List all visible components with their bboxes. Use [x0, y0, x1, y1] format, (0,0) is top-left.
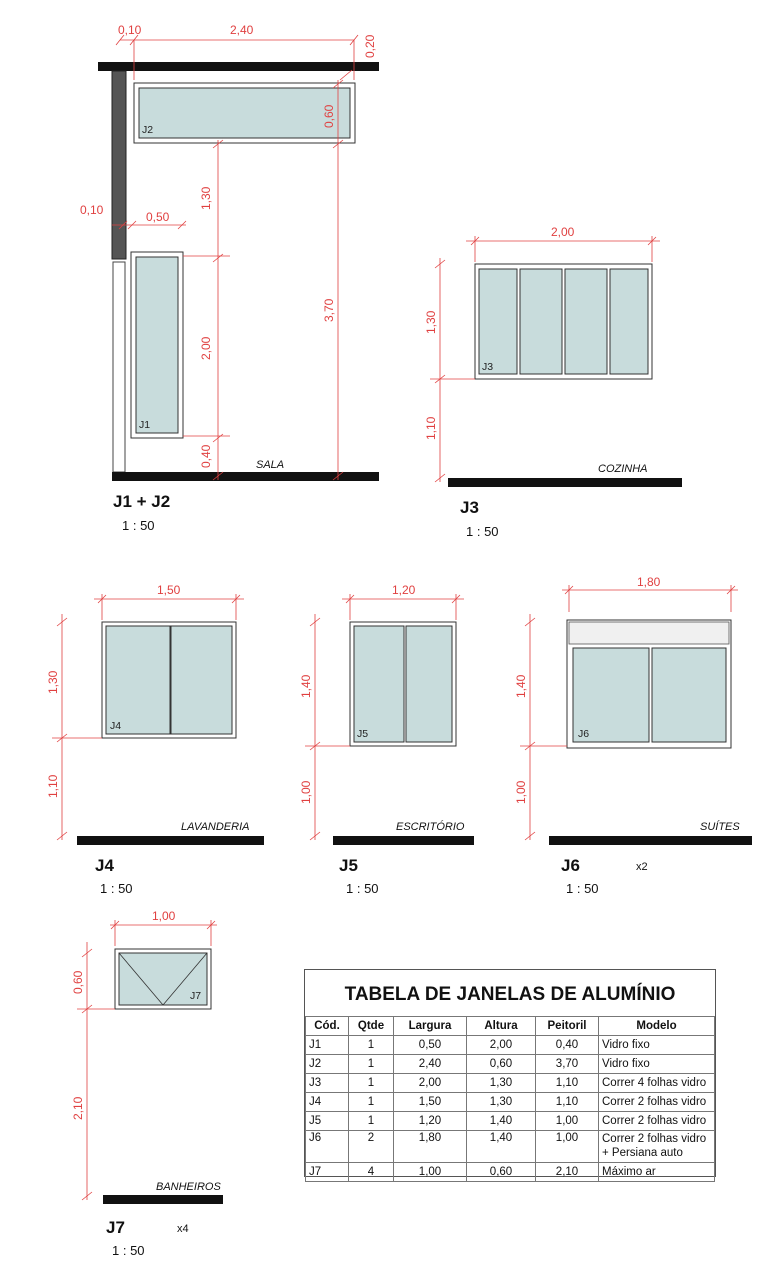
j6-scale: 1 : 50: [566, 881, 599, 896]
escritorio-floor: [333, 836, 474, 845]
header-qtde: Qtde: [349, 1017, 394, 1036]
j1-j2-title: J1 + J2: [113, 492, 171, 511]
table-row: [306, 1112, 715, 1131]
j4-scale: 1 : 50: [100, 881, 133, 896]
j2-top-slab: [98, 62, 379, 71]
lavanderia-room-label: LAVANDERIA: [181, 821, 250, 833]
header-peitoril: Peitoril: [536, 1017, 599, 1036]
header-altura: Altura: [467, 1017, 536, 1036]
cozinha-floor: [448, 478, 682, 487]
j2-label: J2: [142, 124, 154, 136]
dim-0-60: 0,60: [322, 104, 336, 128]
table-row: [306, 1036, 715, 1055]
dim-3-70: 3,70: [322, 298, 336, 322]
cell-modelo: Correr 2 folhas vidro + Persiana auto: [599, 1131, 715, 1163]
cell-qtde: 1: [349, 1093, 394, 1112]
cell-qtde: 4: [349, 1163, 394, 1182]
cell-modelo: Máximo ar: [599, 1163, 715, 1182]
table-row: [306, 1093, 715, 1112]
j5-panel-2: [406, 626, 452, 742]
j1-glass: [136, 257, 178, 433]
j3-label: J3: [482, 361, 494, 373]
cell-cod: J3: [306, 1074, 349, 1093]
j7-quantity: x4: [177, 1223, 189, 1235]
j6-quantity: x2: [636, 861, 648, 873]
cell-peitoril: 1,00: [536, 1112, 599, 1131]
dim-0-20: 0,20: [363, 34, 377, 58]
j3-panel-1: [479, 269, 517, 374]
cell-largura: 2,00: [394, 1074, 467, 1093]
j3-panel-2: [520, 269, 562, 374]
j3-width-dim: 2,00: [551, 225, 575, 239]
cell-qtde: 2: [349, 1131, 394, 1163]
table-title: TABELA DE JANELAS DE ALUMÍNIO: [344, 984, 676, 1005]
sala-room-label: SALA: [256, 459, 285, 471]
j5-title: J5: [339, 856, 358, 875]
j4-label: J4: [110, 720, 122, 732]
cell-modelo: Vidro fixo: [599, 1036, 715, 1055]
table-header-row: [306, 1017, 715, 1036]
cell-qtde: 1: [349, 1036, 394, 1055]
j7-scale: 1 : 50: [112, 1243, 145, 1258]
cell-qtde: 1: [349, 1074, 394, 1093]
cell-peitoril: 1,10: [536, 1093, 599, 1112]
dim-0-10-side: 0,10: [80, 203, 104, 217]
suites-floor: [549, 836, 752, 845]
cell-largura: 2,40: [394, 1055, 467, 1074]
j3-panel-4: [610, 269, 648, 374]
suites-room-label: SUÍTES: [700, 821, 740, 833]
j7-title: J7: [106, 1218, 125, 1237]
lavanderia-floor: [77, 836, 264, 845]
sala-floor: [112, 472, 379, 481]
j6-height-dim: 1,40: [514, 674, 528, 698]
cell-cod: J2: [306, 1055, 349, 1074]
j7-label: J7: [190, 990, 202, 1002]
j5-height-dim: 1,40: [299, 674, 313, 698]
j5-panel-1: [354, 626, 404, 742]
cell-cod: J4: [306, 1093, 349, 1112]
cell-altura: 1,30: [467, 1093, 536, 1112]
cell-cod: J7: [306, 1163, 349, 1182]
j5-drawing: [299, 583, 474, 896]
cell-modelo: Correr 2 folhas vidro: [599, 1093, 715, 1112]
header-largura: Largura: [394, 1017, 467, 1036]
dim-0-40: 0,40: [199, 444, 213, 468]
cell-largura: 1,20: [394, 1112, 467, 1131]
j4-width-dim: 1,50: [157, 583, 181, 597]
j1-side-wall-lower: [113, 262, 125, 472]
banheiros-room-label: BANHEIROS: [156, 1181, 221, 1193]
table-row: [306, 1074, 715, 1093]
j4-height-dim: 1,30: [46, 670, 60, 694]
cell-qtde: 1: [349, 1112, 394, 1131]
cell-peitoril: 1,00: [536, 1131, 599, 1163]
j6-panel-2: [652, 648, 726, 742]
j6-label: J6: [578, 728, 590, 740]
j3-title: J3: [460, 498, 479, 517]
j6-title: J6: [561, 856, 580, 875]
header-cod: Cód.: [306, 1017, 349, 1036]
cell-peitoril: 0,40: [536, 1036, 599, 1055]
banheiros-floor: [103, 1195, 223, 1204]
dim-0-50: 0,50: [146, 210, 170, 224]
j3-scale: 1 : 50: [466, 524, 499, 539]
cell-largura: 1,50: [394, 1093, 467, 1112]
cell-modelo: Correr 4 folhas vidro: [599, 1074, 715, 1093]
j3-height-dim: 1,30: [424, 310, 438, 334]
cell-altura: 0,60: [467, 1163, 536, 1182]
j7-width-dim: 1,00: [152, 909, 176, 923]
cell-modelo: Vidro fixo: [599, 1055, 715, 1074]
j6-sill-dim: 1,00: [514, 780, 528, 804]
dim-2-40: 2,40: [230, 23, 254, 37]
dim-2-00: 2,00: [199, 336, 213, 360]
table-row: [306, 1163, 715, 1182]
j2-glass: [139, 88, 350, 138]
j1-j2-scale: 1 : 50: [122, 518, 155, 533]
j4-panel-2: [171, 626, 232, 734]
j6-drawing: [514, 575, 752, 896]
j3-drawing: [424, 225, 682, 539]
j3-panel-3: [565, 269, 607, 374]
cell-modelo: Correr 2 folhas vidro: [599, 1112, 715, 1131]
j7-height-dim: 0,60: [71, 970, 85, 994]
escritorio-room-label: ESCRITÓRIO: [396, 821, 465, 833]
window-table-box: [304, 969, 716, 1177]
j1-side-wall: [112, 71, 126, 259]
cell-altura: 2,00: [467, 1036, 536, 1055]
cell-cod: J6: [306, 1131, 349, 1163]
cell-cod: J1: [306, 1036, 349, 1055]
cell-largura: 1,80: [394, 1131, 467, 1163]
j6-blind-box: [569, 622, 729, 644]
j4-panel-1: [106, 626, 170, 734]
cell-cod: J5: [306, 1112, 349, 1131]
cell-largura: 1,00: [394, 1163, 467, 1182]
cell-largura: 0,50: [394, 1036, 467, 1055]
cell-altura: 1,40: [467, 1131, 536, 1163]
j4-drawing: [46, 583, 264, 896]
j5-label: J5: [357, 728, 369, 740]
table-row: [306, 1131, 715, 1163]
cell-altura: 1,30: [467, 1074, 536, 1093]
cell-peitoril: 3,70: [536, 1055, 599, 1074]
cell-altura: 1,40: [467, 1112, 536, 1131]
cozinha-room-label: COZINHA: [598, 463, 648, 475]
table-row: [306, 1055, 715, 1074]
j7-drawing: [71, 909, 223, 1258]
j4-title: J4: [95, 856, 114, 875]
j7-sill-dim: 2,10: [71, 1096, 85, 1120]
j4-sill-dim: 1,10: [46, 774, 60, 798]
j5-width-dim: 1,20: [392, 583, 416, 597]
j1-label: J1: [139, 419, 151, 431]
dim-0-10-top: 0,10: [118, 23, 142, 37]
cell-altura: 0,60: [467, 1055, 536, 1074]
cell-peitoril: 1,10: [536, 1074, 599, 1093]
j1-j2-drawing: [80, 23, 379, 533]
j5-sill-dim: 1,00: [299, 780, 313, 804]
cell-qtde: 1: [349, 1055, 394, 1074]
j3-sill-dim: 1,10: [424, 416, 438, 440]
window-table: [305, 1016, 715, 1182]
j5-scale: 1 : 50: [346, 881, 379, 896]
table-body: [306, 1036, 715, 1182]
dim-1-30: 1,30: [199, 186, 213, 210]
header-modelo: Modelo: [599, 1017, 715, 1036]
j6-width-dim: 1,80: [637, 575, 661, 589]
cell-peitoril: 2,10: [536, 1163, 599, 1182]
